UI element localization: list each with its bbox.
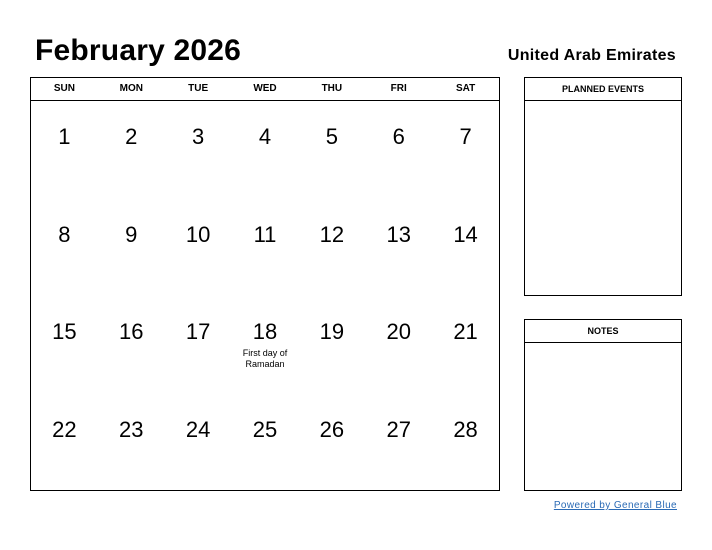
day-number: 1	[58, 124, 71, 149]
day-number: 25	[252, 416, 278, 442]
day-number: 23	[119, 416, 144, 442]
day-cell	[298, 199, 365, 297]
day-cell	[232, 101, 299, 199]
day-number: 2	[125, 124, 138, 149]
day-number: 8	[58, 221, 71, 247]
weekday-tue: TUE	[188, 83, 209, 94]
calendar-grid	[30, 77, 500, 491]
day-number: 11	[253, 221, 277, 247]
day-number: 27	[386, 416, 411, 442]
holiday-label: First day of Ramadan	[242, 348, 288, 369]
day-cell	[31, 199, 98, 297]
day-cell	[98, 199, 165, 297]
powered-by-link[interactable]: Powered by General Blue	[553, 500, 677, 511]
day-cell	[98, 101, 165, 199]
day-cell	[165, 296, 232, 394]
day-grid	[31, 101, 499, 491]
day-number: 7	[459, 124, 472, 149]
day-cell	[232, 199, 299, 297]
notes-box	[524, 319, 682, 491]
day-cell	[432, 394, 499, 492]
day-cell	[298, 296, 365, 394]
day-cell	[98, 394, 165, 492]
day-cell	[31, 101, 98, 199]
day-number: 9	[125, 221, 138, 247]
weekday-thu: THU	[321, 83, 343, 94]
day-number: 22	[52, 416, 77, 442]
day-number: 5	[325, 124, 338, 149]
day-cell	[365, 101, 432, 199]
page-title: February 2026	[35, 34, 242, 67]
weekday-fri: FRI	[390, 83, 407, 94]
day-cell	[298, 101, 365, 199]
day-cell	[365, 394, 432, 492]
country-label: United Arab Emirates	[507, 47, 676, 64]
day-cell	[31, 394, 98, 492]
day-cell	[432, 101, 499, 199]
day-number: 21	[453, 319, 478, 344]
day-number: 20	[386, 319, 411, 344]
weekday-header	[31, 78, 499, 101]
day-number: 13	[386, 221, 411, 247]
day-number: 24	[185, 416, 211, 442]
day-cell	[165, 394, 232, 492]
day-cell	[365, 199, 432, 297]
day-cell	[298, 394, 365, 492]
day-number: 4	[258, 124, 272, 149]
day-number: 6	[392, 124, 405, 149]
day-cell	[232, 296, 299, 394]
day-number: 3	[192, 124, 205, 149]
day-cell	[165, 101, 232, 199]
day-cell	[31, 296, 98, 394]
notes-title: NOTES	[525, 320, 681, 343]
weekday-sat: SAT	[455, 83, 476, 94]
day-number: 12	[319, 221, 345, 247]
weekday-wed: WED	[253, 83, 277, 94]
day-number: 19	[319, 319, 345, 344]
planned-events-box	[524, 77, 682, 296]
day-number: 10	[185, 221, 211, 247]
planned-events-title: PLANNED EVENTS	[525, 78, 681, 101]
weekday-sun: SUN	[53, 83, 75, 94]
day-cell	[365, 296, 432, 394]
weekday-mon: MON	[119, 83, 143, 94]
day-cell	[232, 394, 299, 492]
day-cell	[432, 199, 499, 297]
day-number: 14	[453, 221, 478, 247]
day-number: 18	[252, 319, 278, 344]
day-cell	[165, 199, 232, 297]
day-cell	[98, 296, 165, 394]
day-number: 26	[319, 416, 345, 442]
day-number: 16	[119, 319, 144, 344]
day-cell	[432, 296, 499, 394]
day-number: 28	[453, 416, 478, 442]
day-number: 17	[185, 319, 211, 344]
day-number: 15	[52, 319, 77, 344]
